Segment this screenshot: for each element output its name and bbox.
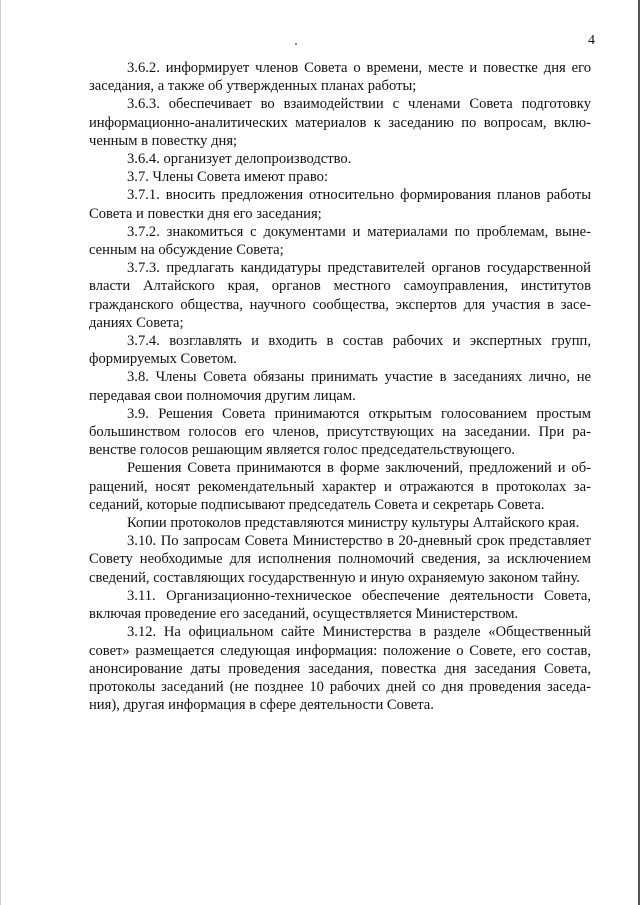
page-number: 4 <box>588 33 595 48</box>
document-body <box>89 59 591 714</box>
paragraph-3-7: 3.7. Члены Совета имеют право: <box>127 169 329 186</box>
scan-speck <box>295 43 297 45</box>
paragraph-3-11: 3.11. Организационно-техническое обеспечение деятельности Совета, включая проведение его заседаний, осуществляется Министерством. <box>89 587 591 623</box>
paragraph-3-9: 3.9. Решения Совета принимаются открытым голосованием простым большинством голосов его членов, присутствующих на заседании. При равенстве голосов решающим является голос председательствующего. <box>89 405 591 459</box>
paragraph-3-7-1: 3.7.1. вносить предложения относительно формирования планов работы Совета и повестки дня его заседания; <box>89 187 591 222</box>
paragraph-3-7-2: 3.7.2. знакомиться с документами и материалами по проблемам, вынесенным на обсуждение Совета; <box>89 223 591 259</box>
paragraph-3-7-3: 3.7.3. предлагать кандидатуры представителей органов государственной власти Алтайского края, органов местного самоуправления, институтов гражданского общества, научного сообщества, экспертов для участия в заседаниях Совета; <box>89 260 591 331</box>
paragraph-3-10: 3.10. По запросам Совета Министерство в 20-дневный срок представляет Совету необходимые для исполнения полномочий сведения, за исключением сведений, составляющих государственную и иную охраняемую законом тайну. <box>89 533 591 586</box>
paragraph-3-7-4: 3.7.4. возглавлять и входить в состав рабочих и экспертных групп, формируемых Советом. <box>89 333 591 368</box>
paragraph-3-8: 3.8. Члены Совета обязаны принимать участие в заседаниях лично, не передавая свои полномочия другим лицам. <box>89 369 591 404</box>
paragraph-3-12: 3.12. На официальном сайте Министерства в разделе «Общественный совет» размещается следующая информация: положение о Совете, его состав, анонсирование даты проведения заседания, повестка дня заседания Совета, протоколы заседаний (не позднее 10 рабочих дней со дня проведения заседания), другая информация в сфере деятельности Совета. <box>89 624 591 714</box>
paragraph-decisions-form: Решения Совета принимаются в форме заключений, предложений и обращений, носят рекомендательный характер и отражаются в протоколах заседаний, которые подписывают председатель Совета и секретарь Совета. <box>89 460 591 513</box>
paragraph-protocol-copies: Копии протоколов представляются министру культуры Алтайского края. <box>127 515 580 532</box>
paragraph-3-6-4: 3.6.4. организует делопроизводство. <box>127 151 352 168</box>
paragraph-3-6-2: 3.6.2. информирует членов Совета о времени, месте и повестке дня его заседания, а также об утвержденных планах работы; <box>89 60 591 95</box>
paragraph-3-6-3: 3.6.3. обеспечивает во взаимодействии с членами Совета подготовку информационно-аналитических материалов к заседанию по вопросам, включенным в повестку дня; <box>89 96 591 149</box>
